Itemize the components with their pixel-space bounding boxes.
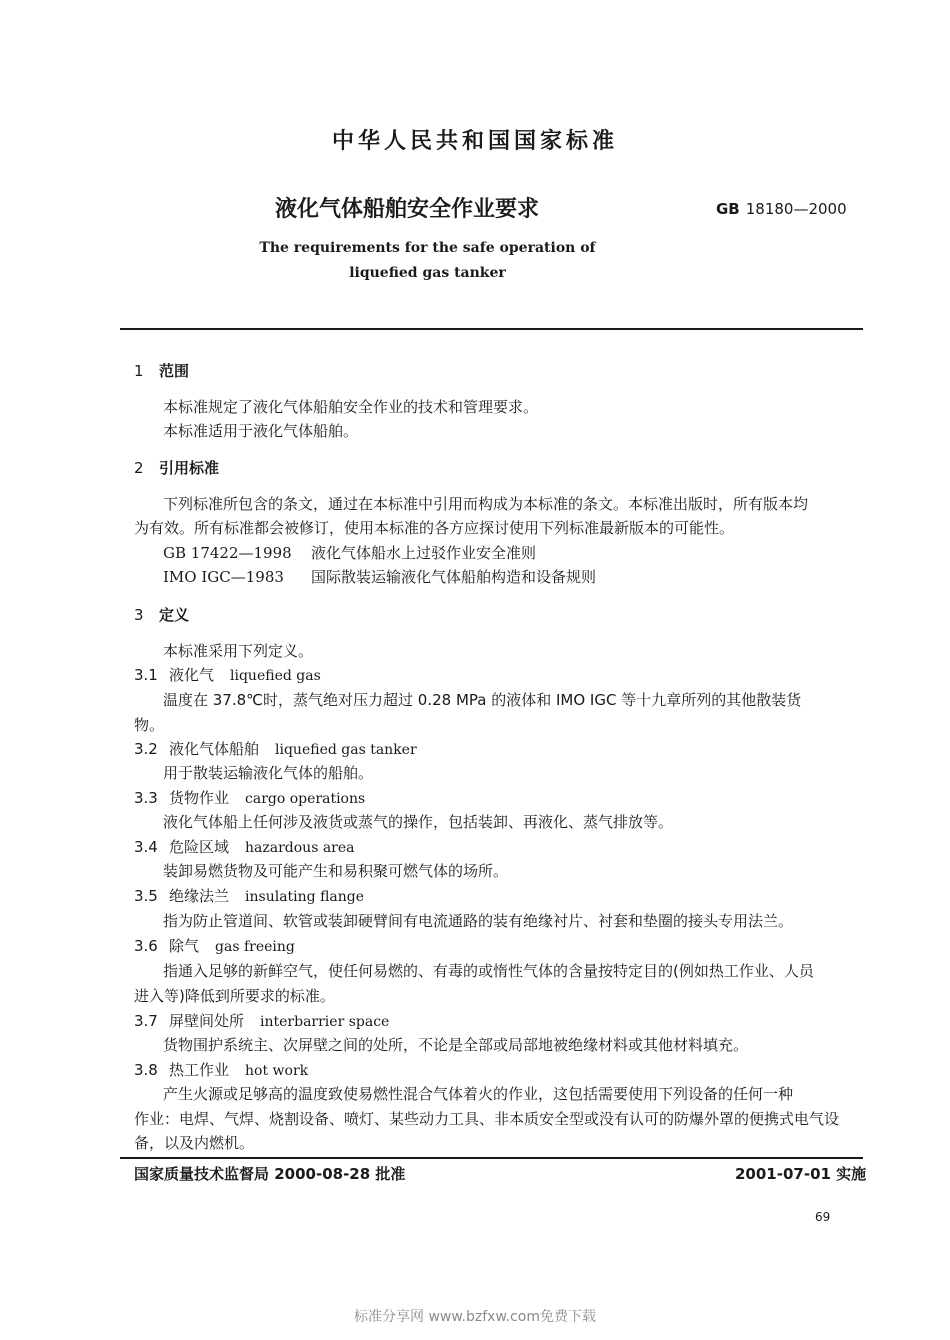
- definition-text: 指为防止管道间、软管或装卸硬臂间有电流通路的装有绝缘衬片、衬套和垫圈的接头专用法兰。: [163, 912, 794, 930]
- page-number: 69: [815, 1210, 831, 1224]
- section-3-heading: 3 定义: [134, 606, 190, 624]
- section-2-heading: 2 引用标准: [134, 459, 220, 477]
- effective-date: 2001-07-01 实施: [735, 1165, 867, 1183]
- definition-text: 产生火源或足够高的温度致使易燃性混合气体着火的作业，这包括需要使用下列设备的任何一种: [163, 1085, 794, 1103]
- header-divider: [120, 328, 863, 330]
- standard-number: [716, 200, 847, 218]
- definition-heading: 3.2 液化气体船舶 liquefied gas tanker: [134, 740, 417, 758]
- definition-text: 货物围护系统主、次屏壁之间的处所，不论是全部或局部地被绝缘材料或其他材料填充。: [163, 1036, 749, 1054]
- standard-code: 18180—2000: [745, 200, 847, 218]
- section-1-paragraph-2: 本标准适用于液化气体船舶。: [163, 422, 359, 440]
- document-title-en-line1: The requirements for the safe operation of: [259, 240, 596, 256]
- reference-item: IMO IGC—1983 国际散装运输液化气体船舶构造和设备规则: [163, 568, 597, 586]
- reference-item: GB 17422—1998 液化气体船水上过驳作业安全准则: [163, 544, 537, 562]
- definition-text: 指通入足够的新鲜空气，使任何易燃的、有毒的或惰性气体的含量按特定目的(例如热工作业、人员: [163, 962, 814, 980]
- definition-text: 物。: [134, 716, 165, 734]
- section-1-paragraph-1: 本标准规定了液化气体船舶安全作业的技术和管理要求。: [163, 398, 539, 416]
- definition-heading: 3.6 除气 gas freeing: [134, 937, 295, 955]
- definition-text: 用于散装运输液化气体的船舶。: [163, 764, 374, 782]
- definition-heading: 3.7 屏壁间处所 interbarrier space: [134, 1012, 390, 1030]
- definition-heading: 3.3 货物作业 cargo operations: [134, 789, 366, 807]
- definition-heading: 3.1 液化气 liquefied gas: [134, 666, 321, 684]
- section-2-paragraph-line1: 下列标准所包含的条文，通过在本标准中引用而构成为本标准的条文。本标准出版时，所有版本均: [163, 495, 809, 513]
- standard-prefix: GB: [716, 200, 740, 218]
- watermark: 标准分享网 www.bzfxw.com免费下载: [354, 1309, 596, 1325]
- definition-text: 装卸易燃货物及可能产生和易积聚可燃气体的场所。: [163, 862, 509, 880]
- document-title-en-line2: liquefied gas tanker: [349, 265, 506, 281]
- definition-text: 作业：电焊、气焊、烧割设备、喷灯、某些动力工具、非本质安全型或没有认可的防爆外罩的便携式电气设: [134, 1110, 840, 1128]
- section-3-intro: 本标准采用下列定义。: [163, 642, 314, 660]
- definition-text: 备，以及内燃机。: [134, 1134, 255, 1152]
- definition-heading: 3.5 绝缘法兰 insulating flange: [134, 887, 365, 905]
- definition-text: 进入等)降低到所要求的标准。: [134, 987, 335, 1005]
- footer-divider: [120, 1157, 863, 1159]
- section-2-paragraph-line2: 为有效。所有标准都会被修订，使用本标准的各方应探讨使用下列标准最新版本的可能性。: [134, 519, 735, 537]
- national-standard-heading: 中华人民共和国国家标准: [331, 129, 618, 154]
- document-title-cn: 液化气体船舶安全作业要求: [275, 197, 540, 222]
- definition-text: 温度在 37.8℃时，蒸气绝对压力超过 0.28 MPa 的液体和 IMO IGC 等十九章所列的其他散装货: [163, 691, 802, 709]
- definition-heading: 3.4 危险区域 hazardous area: [134, 838, 355, 856]
- section-1-heading: 1 范围: [134, 362, 190, 380]
- definition-text: 液化气体船上任何涉及液货或蒸气的操作，包括装卸、再液化、蒸气排放等。: [163, 813, 674, 831]
- definition-heading: 3.8 热工作业 hot work: [134, 1061, 309, 1079]
- approval-line: 国家质量技术监督局 2000-08-28 批准: [134, 1165, 406, 1183]
